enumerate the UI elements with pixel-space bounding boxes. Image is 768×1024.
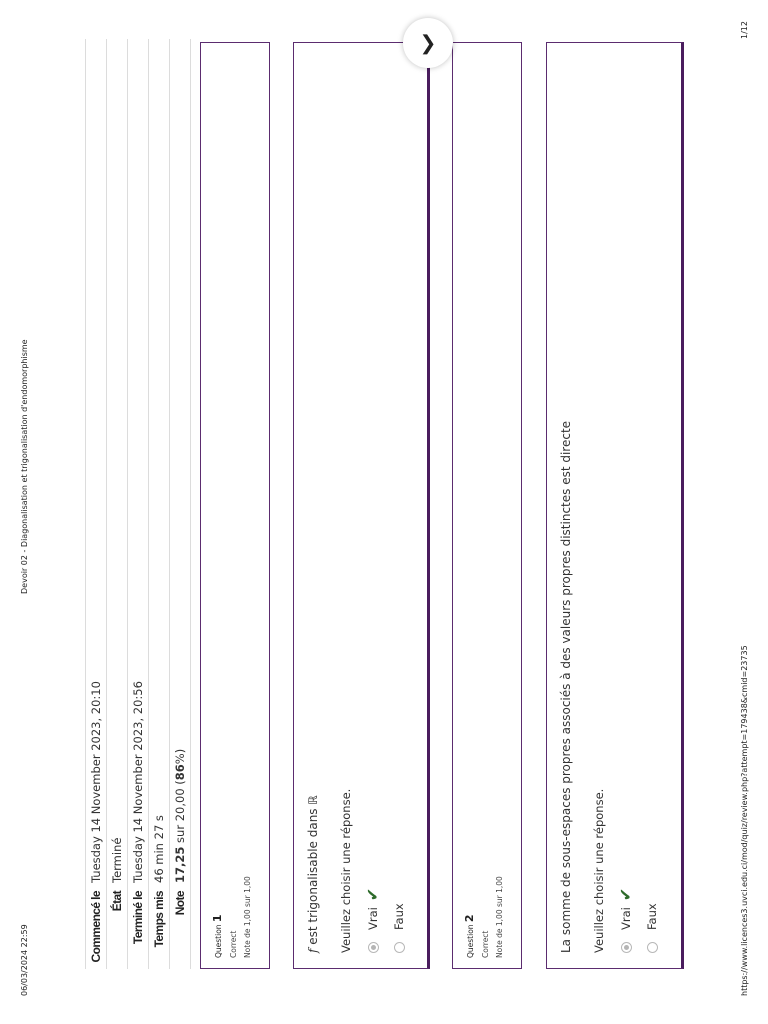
grade-percent: 86 — [173, 764, 187, 781]
option-true-label: Vrai — [619, 907, 633, 930]
radio-true[interactable] — [621, 942, 632, 953]
collapse-button[interactable] — [403, 18, 453, 68]
question-info — [200, 42, 270, 969]
option-true-label: Vrai — [366, 907, 380, 930]
radio-true[interactable] — [368, 942, 379, 953]
question-state: Correct — [481, 930, 490, 958]
option-false[interactable] — [392, 903, 406, 953]
question-label: Question — [214, 924, 223, 958]
radio-false[interactable] — [647, 942, 658, 953]
page-number: 1/12 — [740, 21, 749, 39]
time-label: Temps mis — [152, 891, 166, 948]
started-value: Tuesday 14 November 2023, 20:10 — [89, 681, 103, 883]
question-number-value: 2 — [463, 914, 476, 923]
check-icon: ✔ — [363, 887, 382, 902]
question-number — [211, 914, 224, 958]
summary-row-started — [85, 39, 107, 969]
grade-end: %) — [173, 748, 187, 765]
summary-row-state — [107, 39, 128, 969]
question-number — [463, 914, 476, 958]
question-info — [452, 42, 522, 969]
grade-rest: sur 20,00 ( — [173, 780, 187, 847]
question-state: Correct — [229, 930, 238, 958]
summary-row-finished — [128, 39, 149, 969]
answer-prompt: Veuillez choisir une réponse. — [339, 788, 353, 953]
option-false-label: Faux — [392, 903, 406, 930]
grade-value — [173, 749, 187, 883]
grade-score: 17,25 — [173, 846, 187, 883]
time-value: 46 min 27 s — [152, 815, 166, 883]
finished-label: Terminé le — [131, 891, 145, 945]
question-text: La somme de sous-espaces propres associés à des valeurs propres distinctes est directe — [559, 420, 573, 953]
option-true[interactable] — [363, 887, 382, 953]
started-label: Commencé le — [89, 891, 103, 963]
quiz-summary — [85, 39, 191, 969]
page-url: https://www.licences3.uvci.edu.ci/mod/quiz/review.php?attempt=179438&cmid=23735 — [740, 645, 749, 996]
question-label: Question — [466, 924, 475, 958]
option-false[interactable] — [645, 903, 659, 953]
question-text-main: est trigonalisable dans ℝ — [306, 795, 320, 949]
chevron-down-icon: ❯ — [419, 31, 437, 56]
option-true[interactable] — [616, 887, 635, 953]
state-value: Terminé — [110, 837, 124, 883]
question-content — [546, 42, 684, 969]
state-label: État — [110, 891, 124, 912]
question-text — [306, 795, 320, 953]
radio-false[interactable] — [394, 942, 405, 953]
math-symbol: f — [306, 948, 320, 953]
check-icon: ✔ — [616, 887, 635, 902]
grade-label: Note — [173, 891, 187, 916]
question-grade: Note de 1,00 sur 1,00 — [243, 876, 252, 958]
option-false-label: Faux — [645, 903, 659, 930]
finished-value: Tuesday 14 November 2023, 20:56 — [131, 681, 145, 883]
print-datetime: 06/03/2024 22:59 — [20, 924, 29, 996]
page-title: Devoir 02 - Diagonalisation et trigonalisation d'endomorphisme — [20, 339, 29, 594]
question-number-value: 1 — [211, 914, 224, 923]
summary-row-time — [149, 39, 170, 969]
summary-row-grade — [170, 39, 191, 969]
question-grade: Note de 1,00 sur 1,00 — [495, 876, 504, 958]
answer-prompt: Veuillez choisir une réponse. — [592, 788, 606, 953]
question-content — [293, 42, 430, 969]
